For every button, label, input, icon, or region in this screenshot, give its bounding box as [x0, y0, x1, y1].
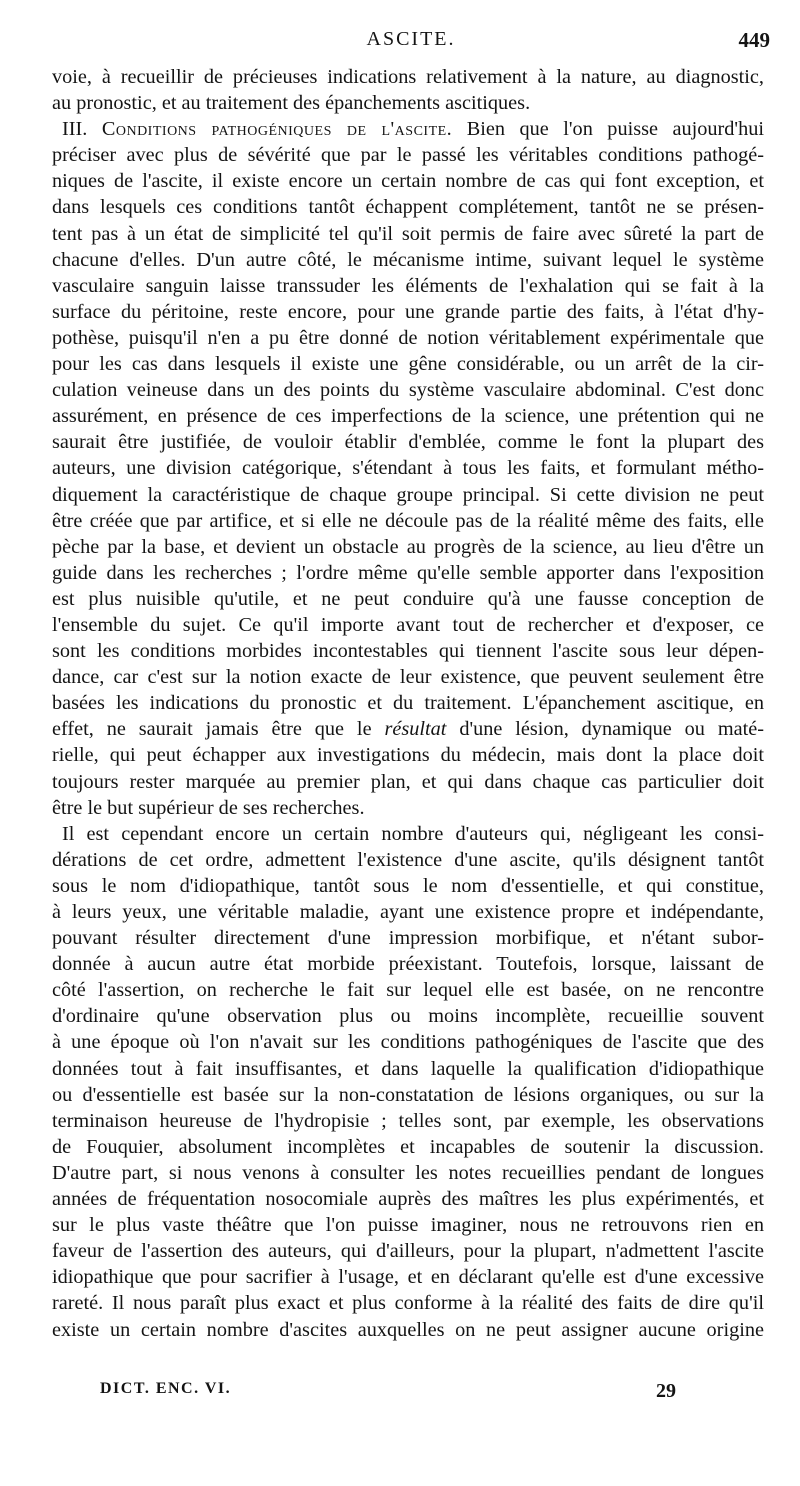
text-line: à une époque où l'on n'avait sur les conditions pathogéniques de l'ascite que des: [52, 1031, 764, 1054]
text-fragment: d'une lésion, dynamique ou maté-: [446, 718, 764, 741]
text-line: pèche par la base, et devient un obstacle au progrès de la science, au lieu d'être un: [52, 535, 764, 558]
text-line: D'autre part, si nous venons à consulter les notes recueillies pendant de longues: [52, 1161, 764, 1184]
text-line: pouvant résulter directement d'une impression morbifique, et n'étant subor-: [52, 927, 764, 950]
text-line: niques de l'ascite, il existe encore un certain nombre de cas qui font exception, et: [52, 170, 764, 193]
text-line-with-emphasis: [52, 716, 764, 742]
text-line: côté l'assertion, on recherche le fait sur lequel elle est basée, on ne rencontre: [52, 979, 764, 1002]
sheet-number: 29: [656, 1380, 676, 1402]
text-line: dérations de cet ordre, admettent l'existence d'une ascite, qu'ils désignent tantôt: [52, 848, 764, 871]
section-heading: Conditions pathogéniques de l'ascite.: [101, 118, 453, 141]
text-line: années de fréquentation nosocomiale auprès des maîtres les plus expérimentés, et: [52, 1188, 764, 1211]
text-line: assurément, en présence de ces imperfections de la science, une prétention qui ne: [52, 405, 764, 428]
text-line: existe un certain nombre d'ascites auxquelles on ne peut assigner aucune origine: [52, 1318, 764, 1341]
text-line: toujours rester marquée au premier plan, et qui dans chaque cas particulier doit: [52, 770, 764, 793]
text-line: donnée à aucun autre état morbide préexistant. Toutefois, lorsque, laissant de: [52, 953, 764, 976]
text-line: idiopathique que pour sacrifier à l'usage, et en déclarant qu'elle est d'une excessive: [52, 1266, 764, 1289]
text-line: pour les cas dans lesquels il existe une gêne considérable, ou un arrêt de la cir-: [52, 353, 764, 376]
text-line: préciser avec plus de sévérité que par le passé les véritables conditions pathogé-: [52, 144, 764, 167]
text-line: surface du péritoine, reste encore, pour une grande partie des faits, à l'état d'hy-: [52, 300, 764, 323]
running-head: [52, 28, 770, 52]
text-line: d'ordinaire qu'une observation plus ou moins incomplète, recueillie souvent: [52, 1005, 764, 1028]
text-line: rielle, qui peut échapper aux investigations du médecin, mais dont la place doit: [52, 744, 764, 767]
text-line: chacune d'elles. D'un autre côté, le mécanisme intime, suivant lequel le système: [52, 248, 764, 271]
text-line: culation veineuse dans un des points du système vasculaire abdominal. C'est donc: [52, 379, 764, 402]
text-line: l'ensemble du sujet. Ce qu'il importe avant tout de rechercher et d'exposer, ce: [52, 613, 764, 636]
text-line: voie, à recueillir de précieuses indications relativement à la nature, au diagnostic,: [52, 66, 764, 88]
text-line: Il est cependant encore un certain nombre d'auteurs qui, négligeant les consi-: [62, 822, 764, 845]
text-line: terminaison heureuse de l'hydropisie ; telles sont, par exemple, les observations: [52, 1109, 764, 1132]
text-fragment: effet, ne saurait jamais être que le: [52, 718, 385, 741]
text-line: de Fouquier, absolument incomplètes et incapables de soutenir la discussion.: [52, 1135, 764, 1158]
text-line: est plus nuisible qu'utile, et ne peut conduire qu'à une fausse conception de: [52, 587, 764, 610]
text-line: sous le nom d'idiopathique, tantôt sous le nom d'essentielle, et qui constitue,: [52, 874, 764, 897]
text-line: être le but supérieur de ses recherches.: [52, 796, 365, 819]
emphasis-word: résultat: [384, 718, 447, 741]
text-line: ou d'essentielle est basée sur la non-constatation de lésions organiques, ou sur la: [52, 1083, 764, 1106]
page-number: 449: [738, 28, 770, 52]
text-line: sont les conditions morbides incontestables qui tiennent l'ascite sous leur dépen-: [52, 640, 764, 663]
text-line: vasculaire sanguin laisse transsuder les éléments de l'exhalation qui se fait à la: [52, 274, 764, 297]
text-line: être créée que par artifice, et si elle ne découle pas de la réalité même des faits, elle: [52, 509, 764, 532]
text-line: rareté. Il nous paraît plus exact et plus conforme à la réalité des faits de dire qu'il: [52, 1292, 764, 1315]
text-line: à leurs yeux, une véritable maladie, ayant une existence propre et indépendante,: [52, 901, 764, 923]
text-line: dans lesquels ces conditions tantôt échappent complétement, tantôt ne se présen-: [52, 196, 764, 219]
body-text: [52, 64, 764, 1343]
text-line: auteurs, une division catégorique, s'étendant à tous les faits, et formulant métho-: [52, 457, 764, 480]
text-line: au pronostic, et au traitement des épanchements ascitiques.: [52, 92, 531, 115]
text-line: tent pas à un état de simplicité tel qu'il soit permis de faire avec sûreté la part de: [52, 222, 764, 245]
text-fragment: Bien que l'on puisse aujourd'hui: [466, 118, 764, 141]
text-line: données tout à fait insuffisantes, et dans laquelle la qualification d'idiopathique: [52, 1057, 764, 1080]
text-line: diquement la caractéristique de chaque groupe principal. Si cette division ne peut: [52, 483, 764, 506]
text-line: faveur de l'assertion des auteurs, qui d'ailleurs, pour la plupart, n'admettent l'ascite: [52, 1240, 764, 1263]
running-title: ASCITE.: [366, 28, 456, 50]
text-line: guide dans les recherches ; l'ordre même qu'elle semble apporter dans l'exposition: [52, 561, 764, 584]
text-line: saurait être justifiée, de vouloir établir d'emblée, comme le font la plupart des: [52, 431, 764, 454]
page-footer: [100, 1380, 676, 1404]
text-line: dance, car c'est sur la notion exacte de leur existence, que peuvent seulement être: [52, 666, 764, 689]
signature-mark: DICT. ENC. VI.: [100, 1380, 232, 1397]
text-line: pothèse, puisqu'il n'en a pu être donné de notion véritablement expérimentale que: [52, 326, 764, 349]
section-number: III.: [62, 118, 88, 141]
section-heading-line: [52, 116, 764, 142]
text-line: basées les indications du pronostic et du traitement. L'épanchement ascitique, en: [52, 692, 764, 715]
text-line: sur le plus vaste théâtre que l'on puisse imaginer, nous ne retrouvons rien en: [52, 1214, 764, 1237]
